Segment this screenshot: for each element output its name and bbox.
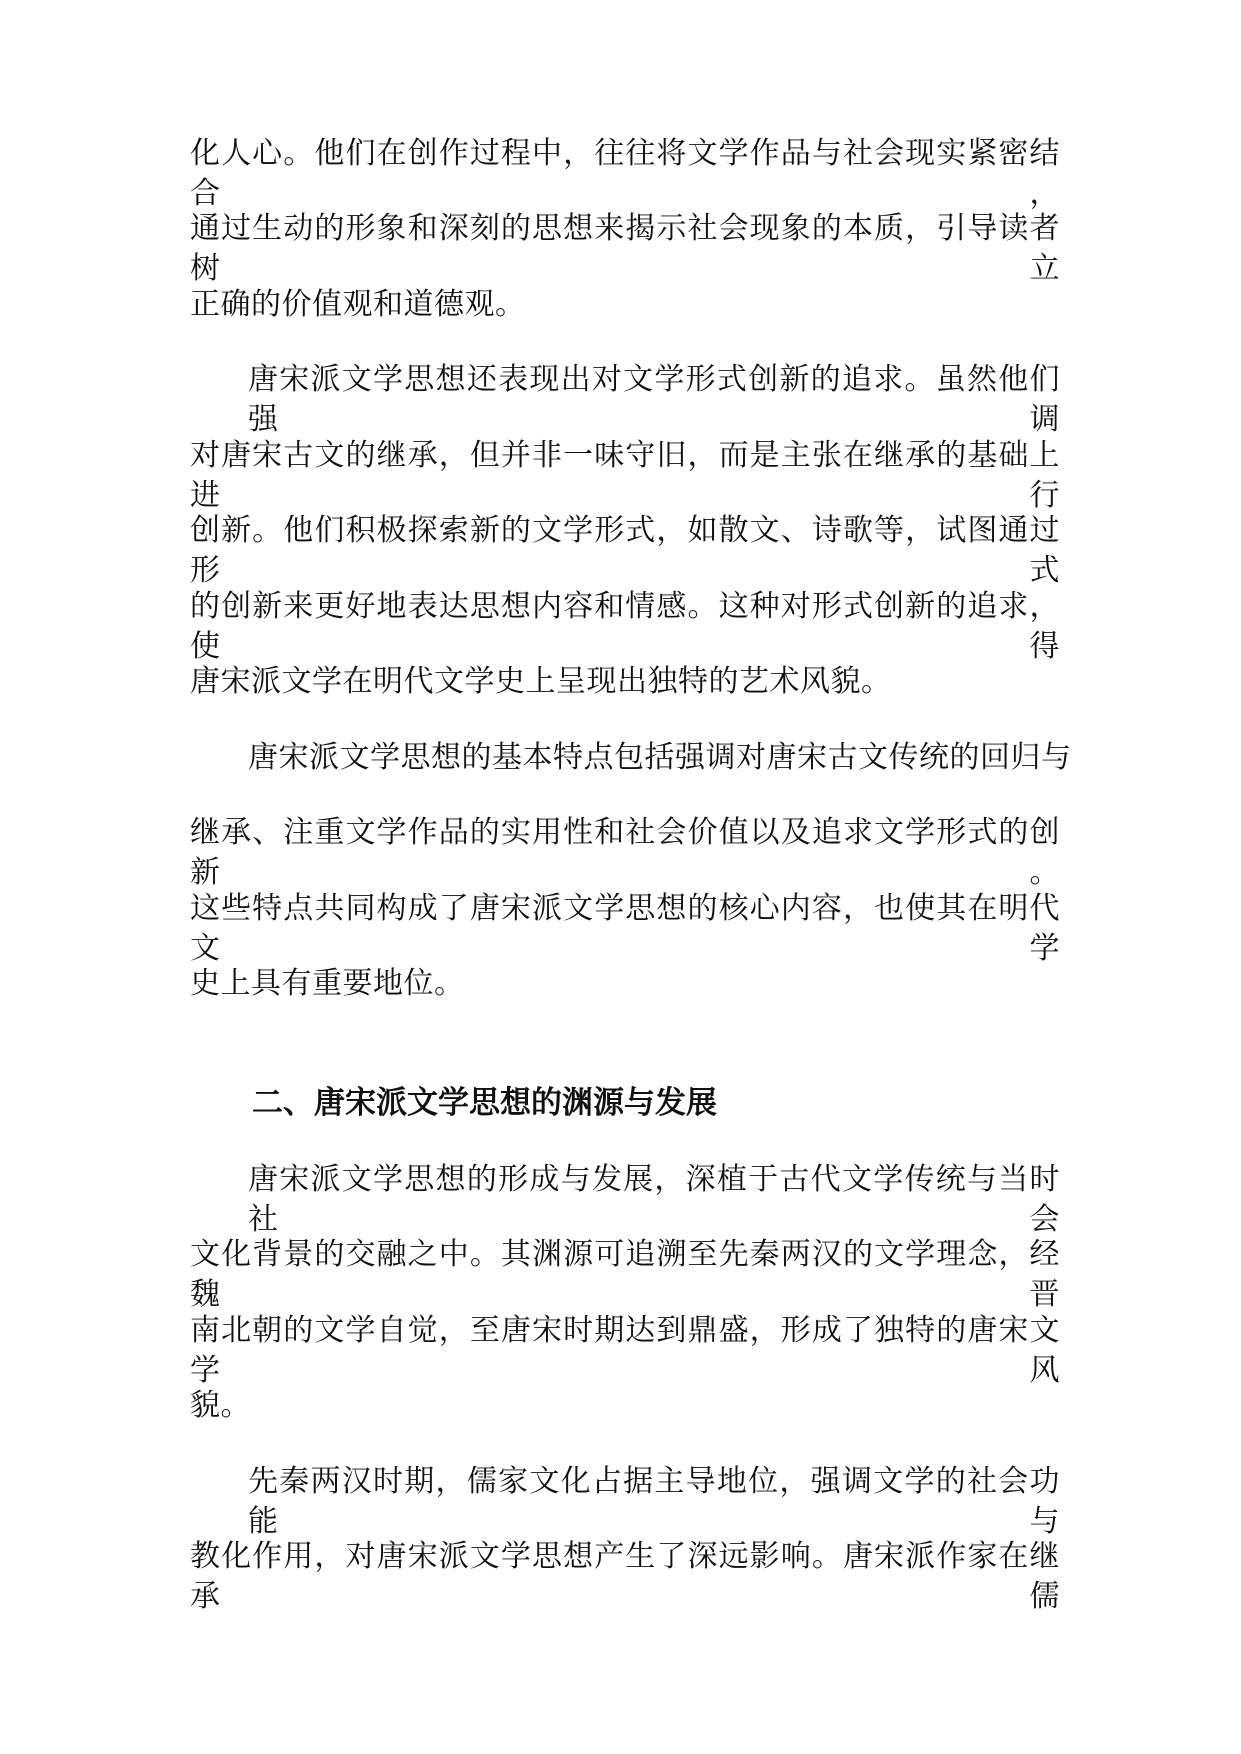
paragraph-4-line-4: 貌。 xyxy=(190,1388,251,1423)
paragraph-2-line-3: 创新。他们积极探索新的文学形式，如散文、诗歌等，试图通过形式 xyxy=(190,513,1060,588)
paragraph-2-line-1: 唐宋派文学思想还表现出对文学形式创新的追求。虽然他们强调 xyxy=(248,362,1060,437)
section-heading: 二、唐宋派文学思想的渊源与发展 xyxy=(252,1085,717,1121)
paragraph-2-line-4: 的创新来更好地表达思想内容和情感。这种对形式创新的追求，使得 xyxy=(190,589,1060,664)
paragraph-1-line-1: 化人心。他们在创作过程中，往往将文学作品与社会现实紧密结合， xyxy=(190,136,1060,211)
paragraph-4-line-1: 唐宋派文学思想的形成与发展，深植于古代文学传统与当时社会 xyxy=(248,1162,1060,1237)
paragraph-5-line-2: 教化作用，对唐宋派文学思想产生了深远影响。唐宋派作家在继承儒 xyxy=(190,1539,1060,1614)
paragraph-2-line-2: 对唐宋古文的继承，但并非一味守旧，而是主张在继承的基础上进行 xyxy=(190,438,1060,513)
paragraph-3-line-1: 唐宋派文学思想的基本特点包括强调对唐宋古文传统的回归与 xyxy=(248,740,1072,775)
paragraph-2-line-5: 唐宋派文学在明代文学史上呈现出独特的艺术风貌。 xyxy=(190,664,892,699)
paragraph-3-line-2: 继承、注重文学作品的实用性和社会价值以及追求文学形式的创新。 xyxy=(190,815,1060,890)
paragraph-1-line-3: 正确的价值观和道德观。 xyxy=(190,287,526,322)
paragraph-1-line-2: 通过生动的形象和深刻的思想来揭示社会现象的本质，引导读者树立 xyxy=(190,211,1060,286)
paragraph-4-line-2: 文化背景的交融之中。其渊源可追溯至先秦两汉的文学理念，经魏晋 xyxy=(190,1237,1060,1312)
paragraph-5-line-1: 先秦两汉时期，儒家文化占据主导地位，强调文学的社会功能与 xyxy=(248,1464,1060,1539)
paragraph-3-line-3: 这些特点共同构成了唐宋派文学思想的核心内容，也使其在明代文学 xyxy=(190,891,1060,966)
paragraph-3-line-4: 史上具有重要地位。 xyxy=(190,966,465,1001)
paragraph-4-line-3: 南北朝的文学自觉，至唐宋时期达到鼎盛，形成了独特的唐宋文学风 xyxy=(190,1313,1060,1388)
